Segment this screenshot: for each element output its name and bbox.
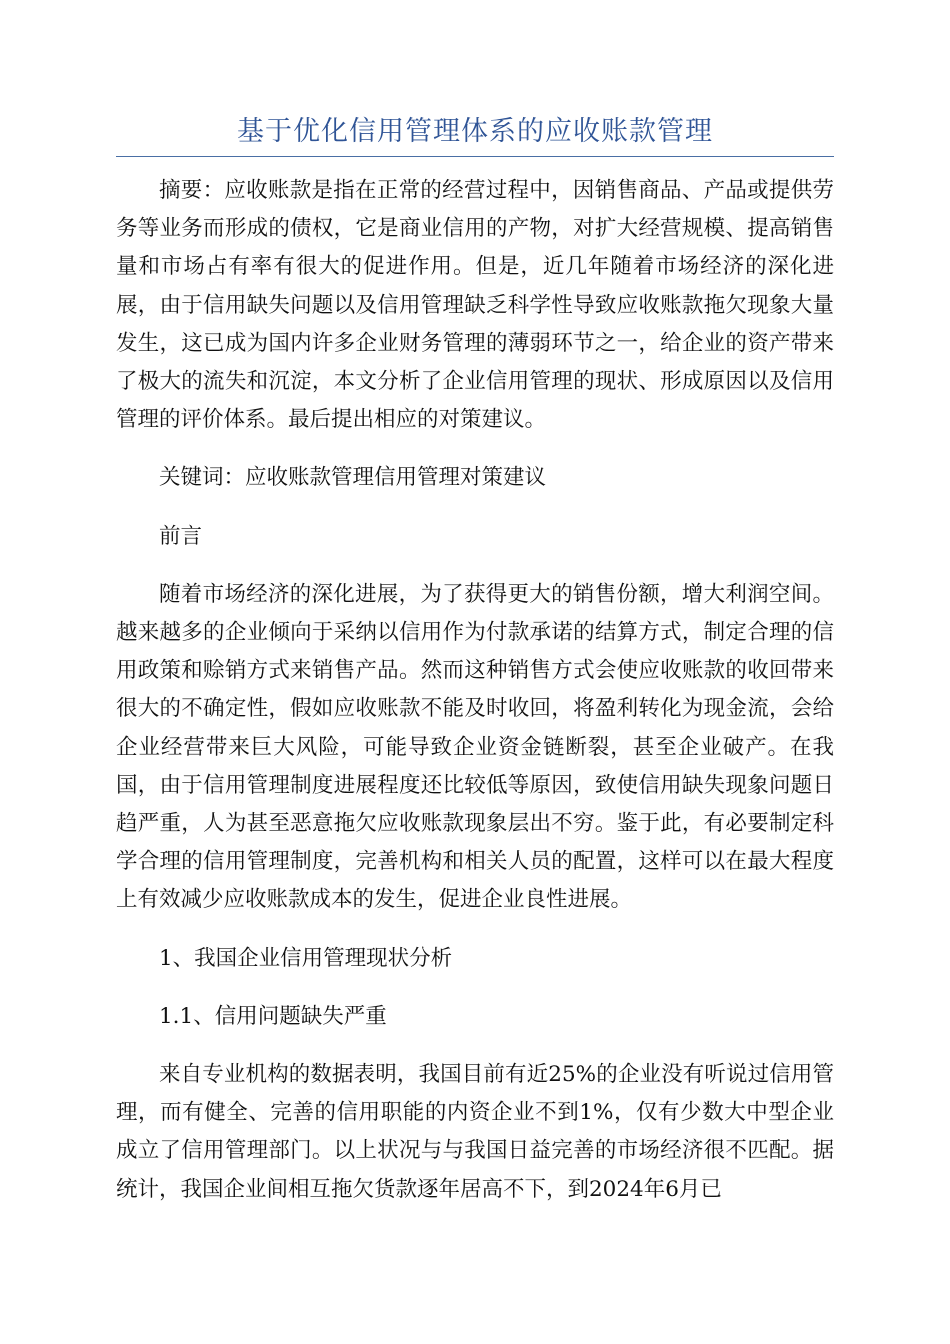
section-1-1-heading: 1.1、信用问题缺失严重 [159,1003,387,1029]
document-body [116,172,834,1229]
title-block [116,108,834,157]
preface-paragraph: 随着市场经济的深化进展，为了获得更大的销售份额，增大利润空间。越来越多的企业倾向于采纳以信用作为付款承诺的结算方式，制定合理的信用政策和赊销方式来销售产品。然而这种销售方式会使应收账款的收回带来很大的不确定性，假如应收账款不能及时收回，将盈利转化为现金流，会给企业经营带来巨大风险，可能导致企业资金链断裂，甚至企业破产。在我国，由于信用管理制度进展程度还比较低等原因，致使信用缺失现象问题日趋严重，人为甚至恶意拖欠应收账款现象层出不穷。鉴于此，有必要制定科学合理的信用管理制度，完善机构和相关人员的配置，这样可以在最大程度上有效减少应收账款成本的发生，促进企业良性进展。 [116,581,834,913]
keywords-paragraph: 关键词：应收账款管理信用管理对策建议 [159,465,547,491]
section-1-heading: 1、我国企业信用管理现状分析 [159,945,453,971]
section-1-1-paragraph: 来自专业机构的数据表明，我国目前有近25%的企业没有听说过信用管理，而有健全、完善的信用职能的内资企业不到1%，仅有少数大中型企业成立了信用管理部门。以上状况与与我国日益完善的市场经济很不匹配。据统计，我国企业间相互拖欠货款逐年居高不下，到2024年6月已 [116,1062,834,1202]
abstract-paragraph: 摘要：应收账款是指在正常的经营过程中，因销售商品、产品或提供劳务等业务而形成的债权，它是商业信用的产物，对扩大经营规模、提高销售量和市场占有率有很大的促进作用。但是，近几年随着市场经济的深化进展，由于信用缺失问题以及信用管理缺乏科学性导致应收账款拖欠现象大量发生，这已成为国内许多企业财务管理的薄弱环节之一，给企业的资产带来了极大的流失和沉淀，本文分析了企业信用管理的现状、形成原因以及信用管理的评价体系。最后提出相应的对策建议。 [116,178,834,433]
preface-heading: 前言 [159,523,203,549]
document-title: 基于优化信用管理体系的应收账款管理 [237,116,713,147]
